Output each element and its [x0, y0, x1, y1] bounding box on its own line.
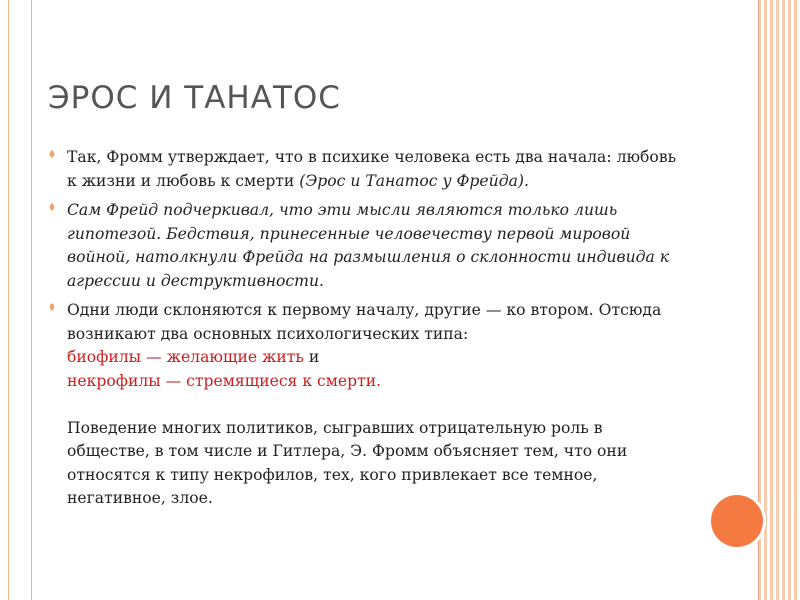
slide-title: ЭРОС И ТАНАТОС: [48, 80, 341, 116]
left-decorative-frame: [8, 0, 32, 600]
bullet-1-text: Так, Фромм утверждает, что в психике человека есть два начала: любовь к жизни и любовь к смерти: [67, 148, 677, 190]
bullet-icon: [48, 150, 56, 158]
bullet-3-intro: Одни люди склоняются к первому началу, другие — ко втором. Отсюда возникают два основных психологических типа:: [67, 301, 662, 343]
right-decorative-stripes: [758, 0, 800, 600]
spacer: [67, 393, 688, 417]
necrophiles-definition: некрофилы — стремящиеся к смерти.: [67, 371, 382, 390]
bullet-2-text: Сам Фрейд подчеркивал, что эти мысли являются только лишь гипотезой. Бедствия, принесенные человечеству первой мировой войной, натолкнули Фрейда на размышления о склонности индивида к агрессии и деструктивности.: [67, 201, 670, 290]
bullet-icon: [48, 303, 56, 311]
bullet-1-italic-tail: (Эрос и Танатос у Фрейда).: [299, 171, 529, 190]
bullet-item-3: [48, 299, 688, 511]
bullet-item-2: [48, 199, 688, 293]
bullet-3-biophiles-line: [67, 346, 688, 370]
bullet-icon: [48, 203, 56, 211]
conjunction: и: [303, 348, 320, 366]
bullet-item-1: [48, 146, 688, 193]
slide-content: [48, 146, 688, 517]
bullet-3-paragraph: Поведение многих политиков, сыгравших отрицательную роль в обществе, в том числе и Гитлера, Э. Фромм объясняет тем, что они относятся к типу некрофилов, тех, кого привлекает все темное, негативное, злое.: [67, 418, 628, 507]
biophiles-definition: биофилы — желающие жить: [67, 348, 304, 366]
accent-circle: [711, 495, 763, 547]
